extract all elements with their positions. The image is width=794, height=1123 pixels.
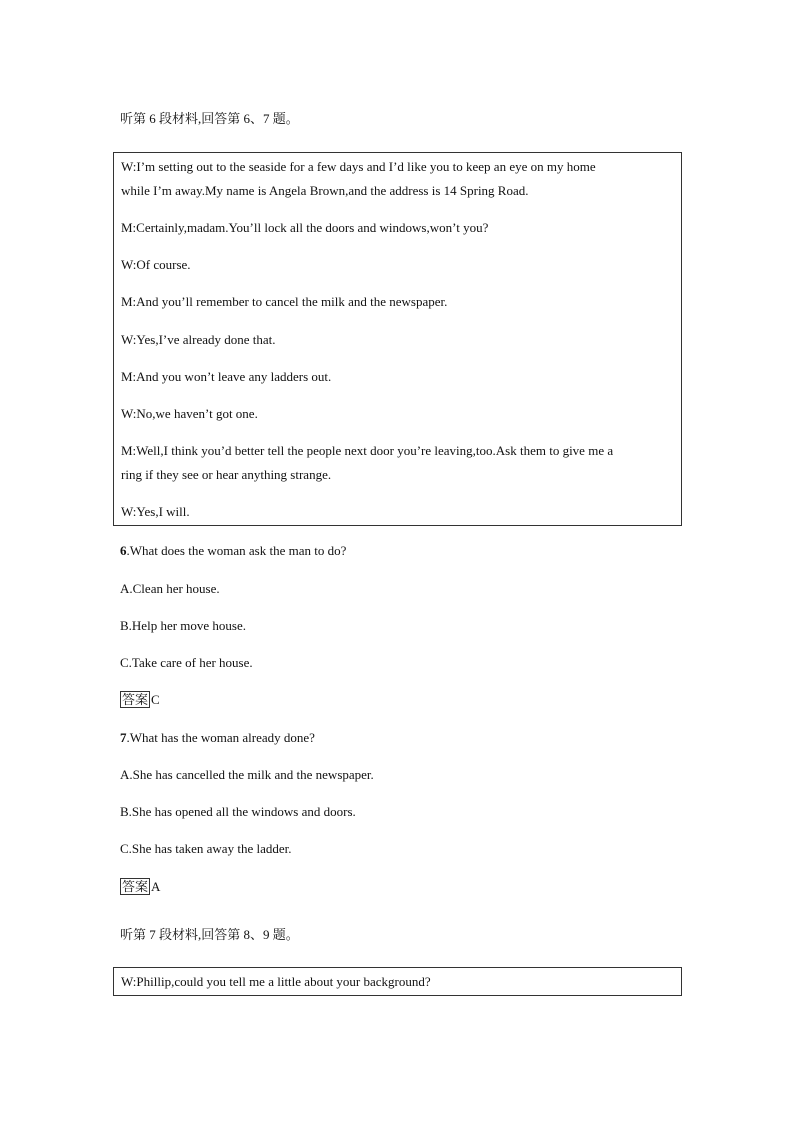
section-heading-2: 听第 7 段材料,回答第 8、9 题。 — [120, 927, 299, 942]
transcript-line: M:And you’ll remember to cancel the milk and the newspaper. — [121, 294, 448, 309]
option-c: C.She has taken away the ladder. — [120, 841, 292, 856]
transcript-box-2 — [113, 967, 682, 996]
transcript-line: W:Phillip,could you tell me a little about your background? — [121, 974, 431, 989]
section-heading-1: 听第 6 段材料,回答第 6、7 题。 — [120, 111, 299, 126]
transcript-line: M:And you won’t leave any ladders out. — [121, 369, 332, 384]
transcript-line: W:Yes,I will. — [121, 504, 190, 519]
answer-7 — [120, 878, 160, 895]
option-b: B.Help her move house. — [120, 618, 247, 633]
transcript-line: while I’m away.My name is Angela Brown,and the address is 14 Spring Road. — [121, 183, 529, 198]
question-number: 7 — [120, 730, 127, 745]
answer-value: C — [151, 692, 160, 707]
question-text: .What has the woman already done? — [126, 730, 315, 745]
answer-label: 答案 — [122, 879, 149, 894]
answer-6 — [120, 691, 160, 708]
option-c: C.Take care of her house. — [120, 655, 253, 670]
question-7 — [120, 730, 315, 746]
transcript-line: W:Yes,I’ve already done that. — [121, 332, 276, 347]
transcript-line: M:Well,I think you’d better tell the people next door you’re leaving,too.Ask them to give me a — [121, 443, 614, 458]
answer-value: A — [151, 879, 161, 894]
transcript-line: W:No,we haven’t got one. — [121, 406, 258, 421]
option-a: A.Clean her house. — [120, 581, 220, 596]
transcript-box-1 — [113, 152, 682, 526]
option-b: B.She has opened all the windows and doors. — [120, 804, 356, 819]
question-number: 6 — [120, 543, 127, 558]
answer-label: 答案 — [122, 692, 149, 707]
question-6 — [120, 543, 346, 559]
transcript-line: W:Of course. — [121, 257, 191, 272]
transcript-line: W:I’m setting out to the seaside for a few days and I’d like you to keep an eye on my home — [121, 159, 596, 174]
transcript-line: ring if they see or hear anything strange. — [121, 467, 332, 482]
transcript-line: M:Certainly,madam.You’ll lock all the doors and windows,won’t you? — [121, 220, 489, 235]
option-a: A.She has cancelled the milk and the newspaper. — [120, 767, 374, 782]
question-text: .What does the woman ask the man to do? — [126, 543, 347, 558]
